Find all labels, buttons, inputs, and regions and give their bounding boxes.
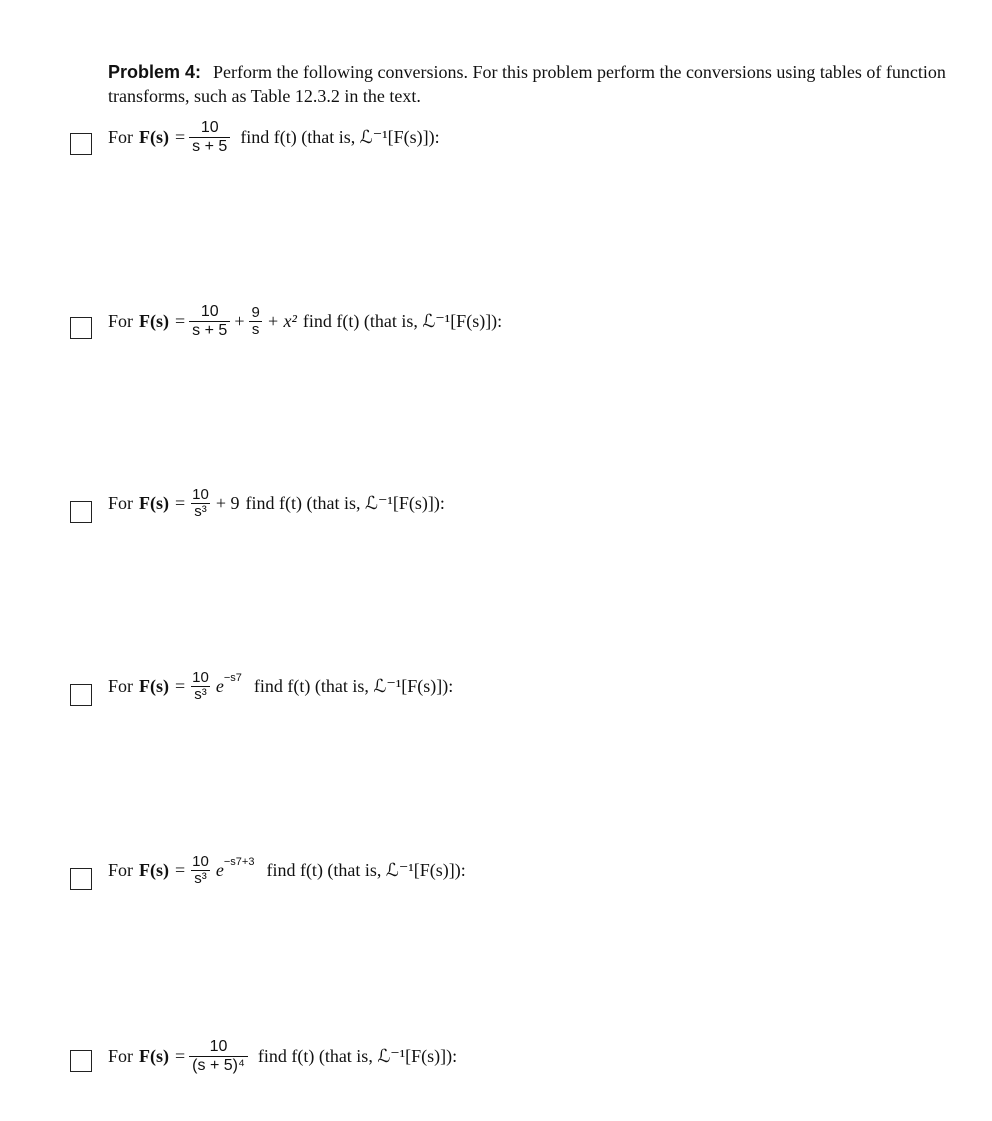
plus-sign: + (234, 311, 245, 331)
problem-instructions: Perform the following conversions. For this problem perform the conversions using tables of function transforms, such as Table 12.3.2 in the text. (108, 62, 946, 106)
for-word: For (108, 676, 134, 696)
denominator: s + 5 (189, 137, 230, 156)
fraction (189, 119, 230, 156)
denominator: s (249, 321, 263, 338)
numerator: 10 (200, 303, 219, 320)
denominator: s + 5 (189, 321, 230, 340)
problem-row-5 (108, 854, 466, 887)
problem-row-4 (108, 670, 453, 703)
additional-term: + 9 (215, 493, 240, 513)
fraction (189, 1038, 248, 1075)
find-instruction: find f(t) (that is, ℒ⁻¹[F(s)]): (240, 127, 440, 147)
for-word: For (108, 860, 134, 880)
find-instruction: find f(t) (that is, ℒ⁻¹[F(s)]): (253, 676, 454, 696)
function-F-of-s: F(s) (139, 1046, 170, 1066)
equals-sign: = (175, 127, 186, 147)
problem-row-1 (108, 119, 440, 156)
problem-row-6 (108, 1038, 457, 1075)
numerator: 10 (192, 669, 209, 686)
find-instruction: find f(t) (that is, ℒ⁻¹[F(s)]): (302, 311, 503, 331)
function-F-of-s: F(s) (139, 127, 170, 147)
numerator: 9 (251, 304, 260, 321)
find-instruction: find f(t) (that is, ℒ⁻¹[F(s)]): (266, 860, 466, 880)
exponential-power: −s7+3 (223, 855, 255, 868)
denominator: s³ (191, 686, 210, 703)
numerator: 10 (200, 119, 219, 136)
function-F-of-s: F(s) (139, 493, 170, 513)
problem-row-2 (108, 303, 502, 340)
function-F-of-s: F(s) (139, 676, 170, 696)
equals-sign: = (175, 676, 186, 696)
equals-sign: = (175, 493, 186, 513)
denominator: s³ (191, 503, 210, 520)
checkbox-4[interactable] (70, 684, 92, 706)
problem-item-2 (70, 298, 950, 358)
problem-item-5 (70, 849, 950, 909)
for-word: For (108, 1046, 134, 1066)
denominator: s³ (191, 870, 210, 887)
problem-header (108, 60, 958, 108)
for-word: For (108, 127, 134, 147)
find-instruction: find f(t) (that is, ℒ⁻¹[F(s)]): (245, 493, 445, 513)
problem-item-1 (70, 114, 950, 174)
find-instruction: find f(t) (that is, ℒ⁻¹[F(s)]): (257, 1046, 458, 1066)
checkbox-3[interactable] (70, 501, 92, 523)
checkbox-6[interactable] (70, 1050, 92, 1072)
numerator: 10 (192, 486, 209, 503)
denominator: (s + 5)⁴ (189, 1056, 248, 1075)
fraction (189, 487, 212, 520)
problem-item-3 (70, 482, 950, 542)
numerator: 10 (209, 1038, 228, 1055)
equals-sign: = (175, 860, 186, 880)
checkbox-1[interactable] (70, 133, 92, 155)
fraction-term-1 (189, 303, 230, 340)
exponential-power: −s7 (223, 671, 242, 684)
numerator: 10 (192, 853, 209, 870)
problem-item-6 (70, 1033, 950, 1093)
fraction-term-2 (248, 305, 262, 338)
fraction (189, 670, 212, 703)
problem-item-4 (70, 665, 950, 725)
checkbox-5[interactable] (70, 868, 92, 890)
problem-label: Problem 4: (108, 62, 202, 82)
equals-sign: = (175, 311, 186, 331)
for-word: For (108, 493, 134, 513)
fraction (189, 854, 212, 887)
additional-term: + x² (266, 311, 297, 331)
checkbox-2[interactable] (70, 317, 92, 339)
function-F-of-s: F(s) (139, 311, 170, 331)
function-F-of-s: F(s) (139, 860, 170, 880)
for-word: For (108, 311, 134, 331)
exponential-base: e (215, 676, 224, 696)
equals-sign: = (175, 1046, 186, 1066)
exponential-base: e (215, 860, 224, 880)
problem-row-3 (108, 487, 445, 520)
